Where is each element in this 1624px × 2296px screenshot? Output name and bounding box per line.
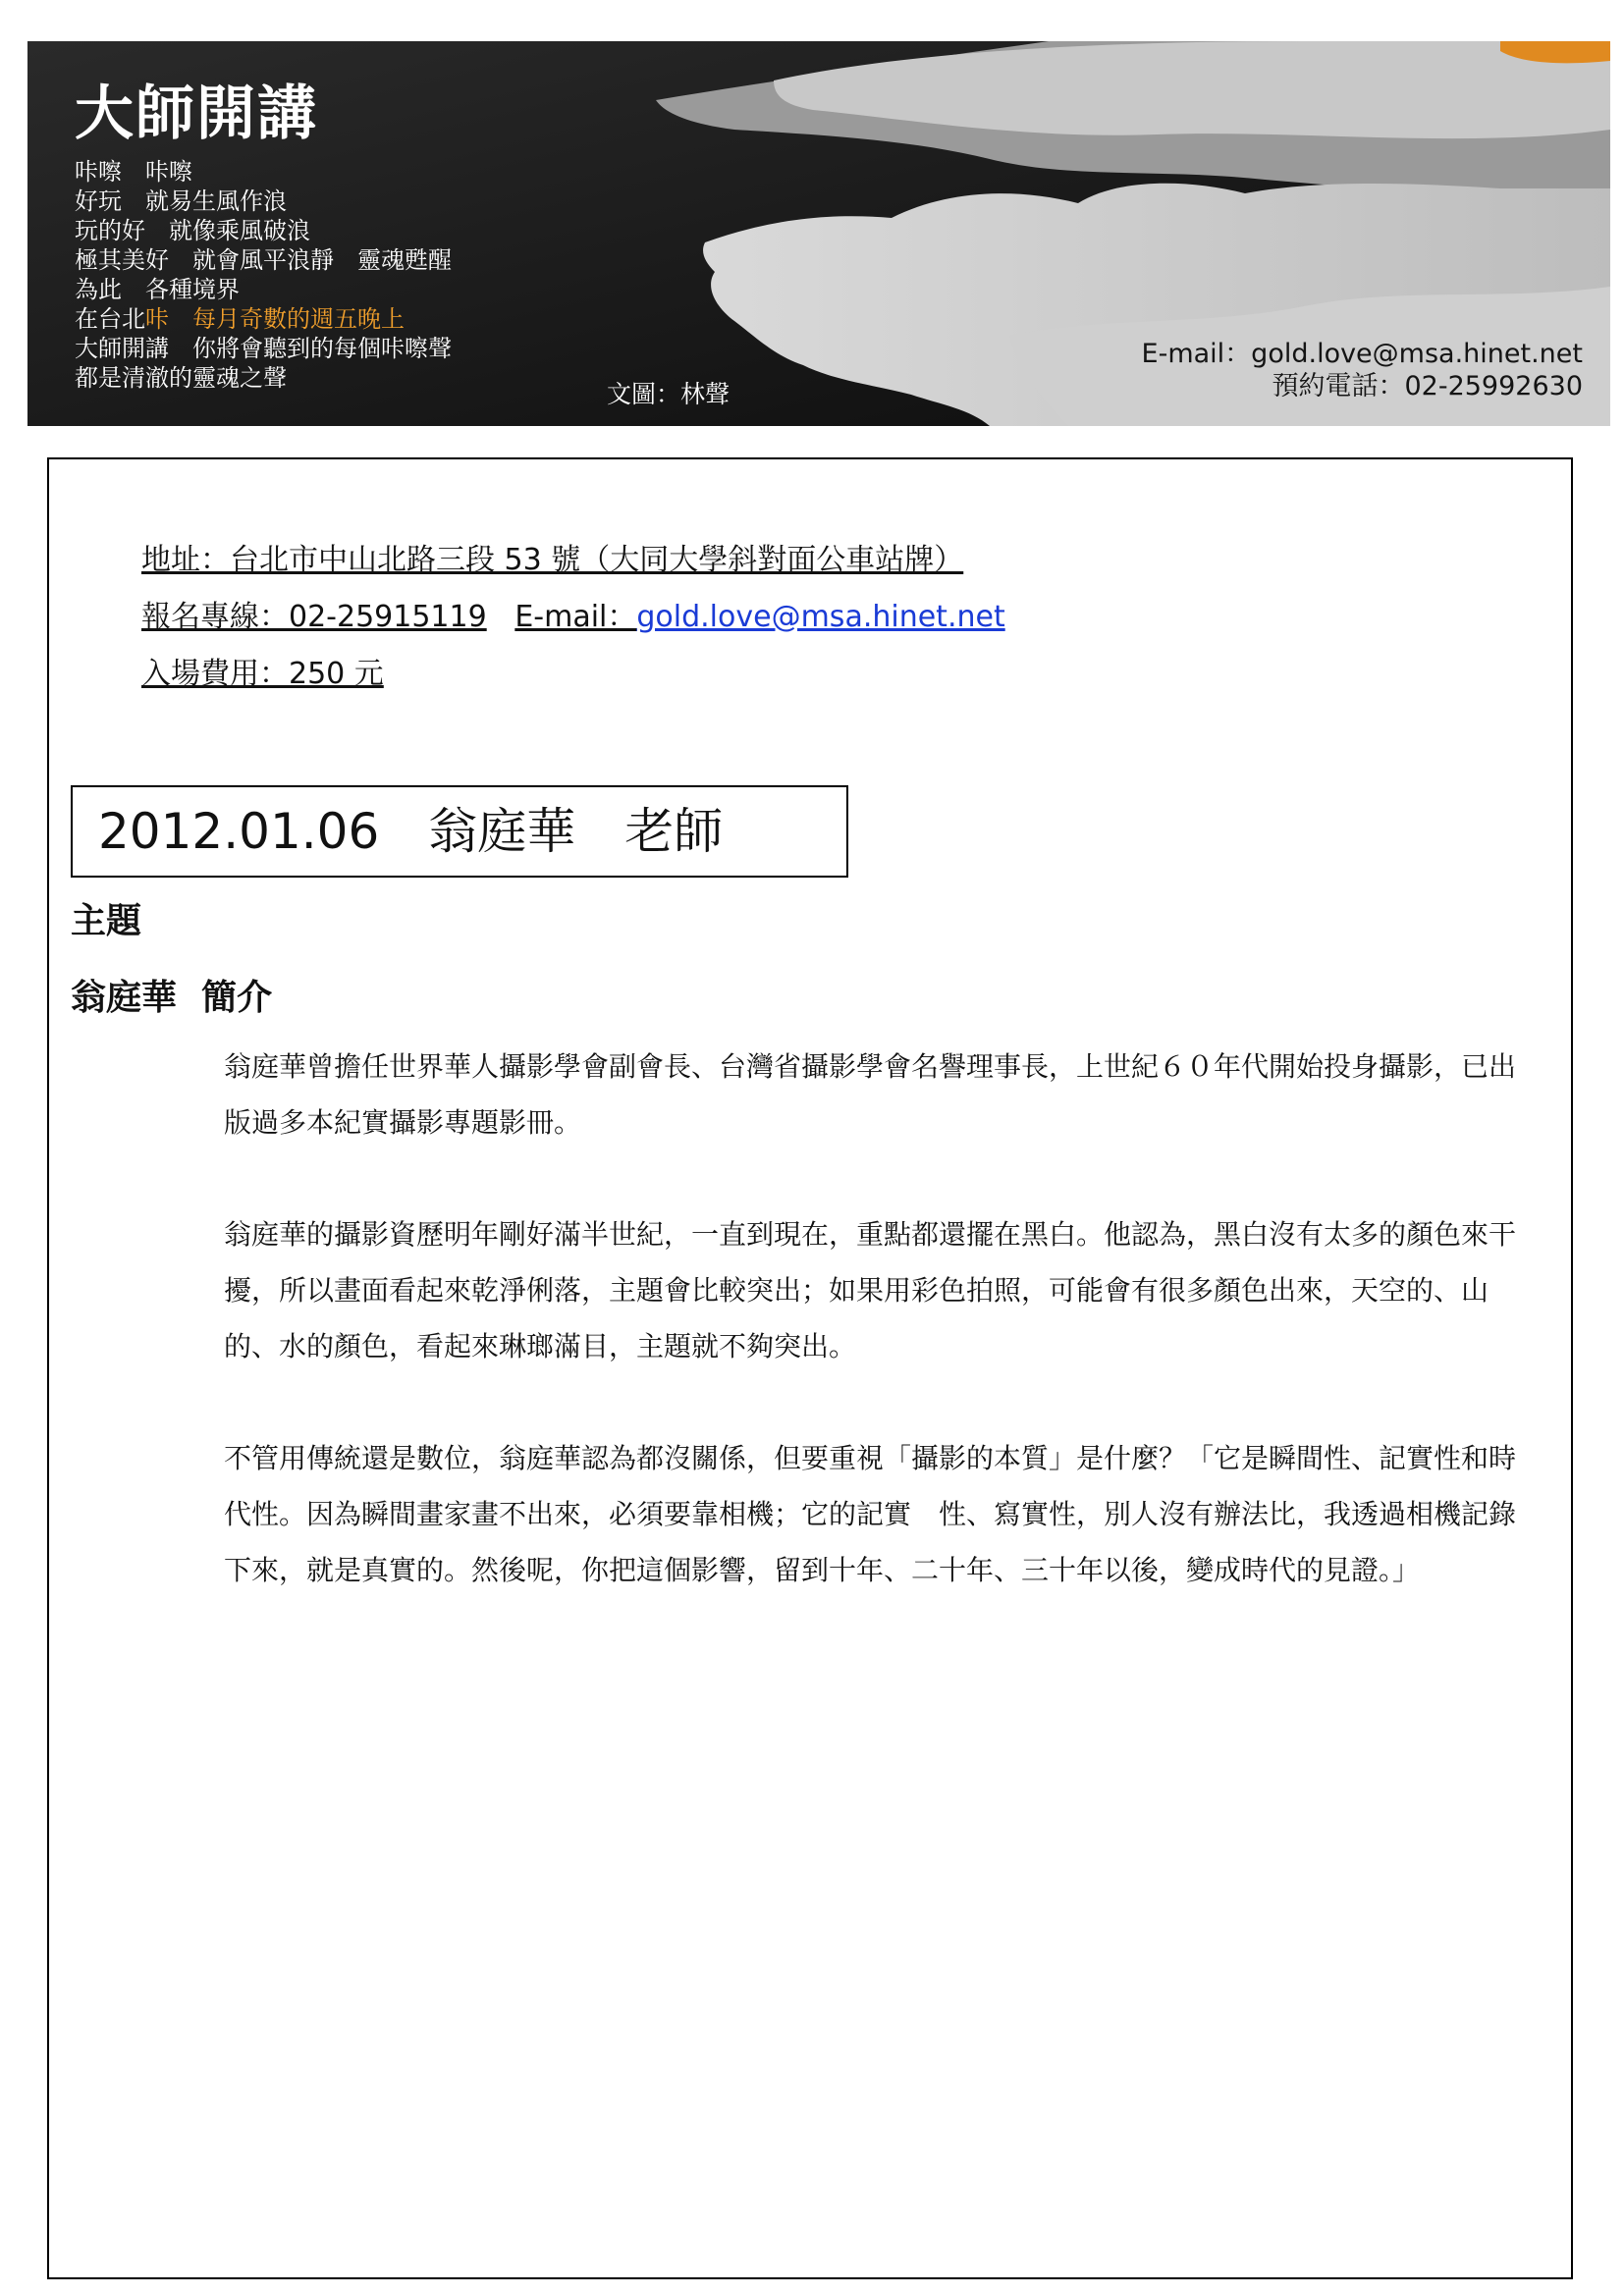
address-line	[141, 532, 1005, 589]
poem-highlight: 咔 每月奇數的週五晚上	[145, 305, 405, 333]
event-info	[141, 532, 1005, 703]
bio-paragraph: 不管用傳統還是數位，翁庭華認為都沒關係，但要重視「攝影的本質」是什麼？「它是瞬間性、記實性和時代性。因為瞬間畫家畫不出來，必須要靠相機；它的記實 性、寫實性，別人沒有辦法比，我透過相機記錄下來，就是真實的。然後呢，你把這個影響，留到十年、二十年、三十年以後，變成時代的見證。」	[224, 1442, 1517, 1586]
poem-line: 都是清澈的靈魂之聲	[75, 364, 287, 392]
poem-line: 極其美好 就會風平浪靜 靈魂甦醒	[75, 246, 452, 274]
banner-contact	[1142, 338, 1583, 402]
email-link[interactable]: gold.love@msa.hinet.net	[636, 600, 1005, 634]
photo-credit: 文圖：林聲	[607, 380, 731, 408]
banner-phone: 預約電話：02-25992630	[1272, 371, 1583, 401]
banner-title: 大師開講	[75, 80, 318, 148]
contact-line	[141, 589, 1005, 646]
email-label: E-mail：	[514, 600, 637, 634]
header-banner	[27, 41, 1610, 426]
intro-heading: 翁庭華 簡介	[71, 978, 273, 1018]
poem-line: 為此 各種境界	[75, 276, 240, 303]
speaker-bio	[224, 1039, 1518, 1654]
poem-line: 好玩 就易生風作浪	[75, 187, 287, 215]
fee-text: 入場費用：250 元	[141, 657, 384, 691]
address-text: 地址：台北市中山北路三段 53 號（大同大學斜對面公車站牌）	[141, 543, 964, 577]
content-frame	[47, 457, 1573, 2279]
lecture-date-title: 2012.01.06 翁庭華 老師	[71, 785, 848, 878]
bio-paragraph: 翁庭華的攝影資歷明年剛好滿半世紀，一直到現在，重點都還擺在黑白。他認為，黑白沒有太多的顏色來干擾，所以畫面看起來乾淨俐落，主題會比較突出；如果用彩色拍照，可能會有很多顏色出來，天空的、山的、水的顏色，看起來琳瑯滿目，主題就不夠突出。	[224, 1218, 1517, 1362]
poem-line: 在台北	[75, 305, 145, 333]
topic-label: 主題	[71, 901, 142, 941]
poem-line: 玩的好 就像乘風破浪	[75, 217, 310, 244]
bio-paragraph: 翁庭華曾擔任世界華人攝影學會副會長、台灣省攝影學會名譽理事長，上世紀６０年代開始投身攝影，已出版過多本紀實攝影專題影冊。	[224, 1050, 1517, 1139]
fee-line	[141, 646, 1005, 703]
poem-line: 咔嚓 咔嚓	[75, 158, 192, 186]
poem-line: 大師開講 你將會聽到的每個咔嚓聲	[75, 335, 452, 362]
hotline-text: 報名專線：02-25915119	[141, 600, 487, 634]
banner-email: E-mail：gold.love@msa.hinet.net	[1141, 339, 1583, 369]
banner-poem	[75, 157, 452, 393]
